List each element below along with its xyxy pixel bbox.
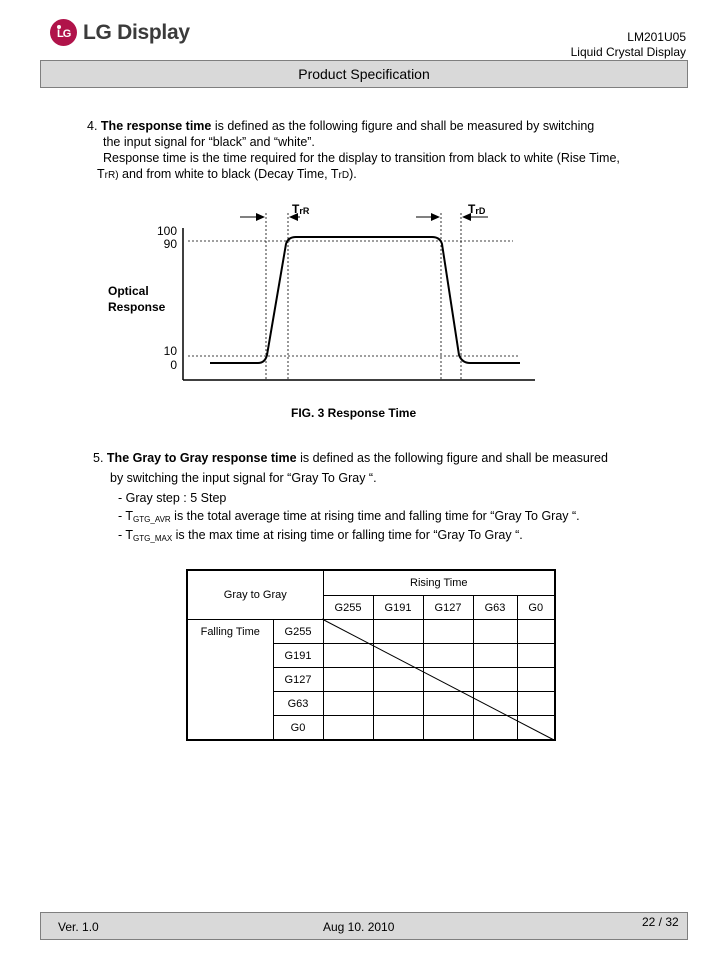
col-header: G127 bbox=[423, 596, 473, 620]
table-row bbox=[187, 716, 555, 741]
gtg-max-bullet bbox=[118, 527, 523, 547]
bullet2-t: - T bbox=[118, 509, 134, 523]
table-cell bbox=[473, 716, 517, 741]
bullet2-text: is the total average time at rising time and falling time for “Gray To Gray “. bbox=[170, 509, 580, 523]
table-cell bbox=[373, 620, 423, 644]
bullet3-t: - T bbox=[118, 528, 134, 542]
table-cell bbox=[473, 620, 517, 644]
table-cell bbox=[517, 716, 555, 741]
blank-cell bbox=[187, 716, 273, 741]
tick-10: 10 bbox=[163, 344, 177, 358]
band-title: Product Specification bbox=[298, 66, 430, 82]
model-number: LM201U05 bbox=[627, 30, 686, 44]
table-cell bbox=[517, 620, 555, 644]
table-cell bbox=[473, 668, 517, 692]
table-cell bbox=[323, 644, 373, 668]
optical-response-curve bbox=[210, 237, 520, 363]
blank-cell bbox=[187, 644, 273, 668]
table-cell bbox=[517, 644, 555, 668]
section4-number: 4. bbox=[87, 119, 98, 133]
ylabel-line2: Response bbox=[108, 300, 166, 314]
table-row bbox=[187, 692, 555, 716]
section5-number: 5. bbox=[93, 451, 104, 465]
section5-term: The Gray to Gray response time bbox=[106, 451, 297, 465]
t-letter: T bbox=[97, 167, 105, 181]
gray-to-gray-table bbox=[186, 569, 556, 741]
falling-time-header: Falling Time bbox=[187, 620, 273, 644]
bullet3-sub: GTG_MAX bbox=[133, 534, 173, 543]
table-cell bbox=[423, 716, 473, 741]
table-cell bbox=[373, 644, 423, 668]
date-label: Aug 10. 2010 bbox=[323, 920, 395, 934]
table-row bbox=[187, 668, 555, 692]
section4-line1-rest: is defined as the following figure and shall be measured by switching bbox=[214, 119, 595, 133]
line4-text: and from white to black (Decay Time, T bbox=[122, 167, 339, 181]
lg-logo-icon: LG bbox=[50, 19, 77, 46]
tick-100: 100 bbox=[156, 224, 177, 238]
section5-line1 bbox=[93, 450, 608, 466]
row-header: G127 bbox=[273, 668, 323, 692]
corner-cell: Gray to Gray bbox=[187, 570, 323, 620]
row-header: G191 bbox=[273, 644, 323, 668]
gray-step-bullet: - Gray step : 5 Step bbox=[118, 491, 227, 505]
table-cell bbox=[323, 668, 373, 692]
table-cell bbox=[423, 620, 473, 644]
figure-caption: FIG. 3 Response Time bbox=[291, 406, 417, 420]
rr-sub: rR) bbox=[104, 170, 119, 181]
version-label: Ver. 1.0 bbox=[58, 920, 99, 934]
ylabel-line1: Optical bbox=[108, 284, 149, 298]
rd-sub: rD bbox=[338, 170, 350, 181]
rise-arrowhead bbox=[256, 213, 265, 221]
section4-line3: Response time is the time required for the display to transition from black to white (Rise Time, bbox=[103, 151, 620, 165]
table-cell bbox=[517, 692, 555, 716]
rising-time-header: Rising Time bbox=[323, 570, 555, 596]
section4-line2: the input signal for “black” and “white”. bbox=[103, 135, 315, 149]
row-header: G0 bbox=[273, 716, 323, 741]
table-cell bbox=[323, 716, 373, 741]
trr-label: TrR bbox=[292, 202, 310, 216]
logo-text: LG Display bbox=[83, 20, 190, 44]
blank-cell bbox=[187, 692, 273, 716]
section5-line1-rest: is defined as the following figure and shall be measured bbox=[300, 451, 608, 465]
row-header: G255 bbox=[273, 620, 323, 644]
tick-90: 90 bbox=[163, 237, 177, 251]
table-cell bbox=[373, 668, 423, 692]
bullet2-sub: GTG_AVR bbox=[133, 515, 171, 524]
table-cell bbox=[373, 716, 423, 741]
table-cell bbox=[423, 644, 473, 668]
bullet3-text: is the max time at rising time or falling time for “Gray To Gray “. bbox=[172, 528, 523, 542]
page-number: 22 / 32 bbox=[642, 915, 679, 929]
table-cell bbox=[473, 644, 517, 668]
table-cell bbox=[423, 668, 473, 692]
blank-cell bbox=[187, 668, 273, 692]
section5-line2: by switching the input signal for “Gray To Gray “. bbox=[110, 471, 377, 485]
table-row bbox=[187, 620, 555, 644]
col-header: G0 bbox=[517, 596, 555, 620]
decay-arrowhead bbox=[431, 213, 440, 221]
gtg-avr-bullet bbox=[118, 508, 580, 528]
tick-0: 0 bbox=[170, 358, 177, 372]
col-header: G255 bbox=[323, 596, 373, 620]
section4-term: The response time bbox=[100, 119, 212, 133]
table-cell bbox=[473, 692, 517, 716]
table-row bbox=[187, 644, 555, 668]
table-cell bbox=[373, 692, 423, 716]
table-cell bbox=[517, 668, 555, 692]
table-cell bbox=[323, 692, 373, 716]
trd-label: TrD bbox=[468, 202, 486, 216]
row-header: G63 bbox=[273, 692, 323, 716]
line4-end: ). bbox=[349, 167, 357, 181]
col-header: G63 bbox=[473, 596, 517, 620]
col-header: G191 bbox=[373, 596, 423, 620]
document-subtitle: Liquid Crystal Display bbox=[570, 45, 686, 59]
table-cell bbox=[323, 620, 373, 644]
table-cell bbox=[423, 692, 473, 716]
